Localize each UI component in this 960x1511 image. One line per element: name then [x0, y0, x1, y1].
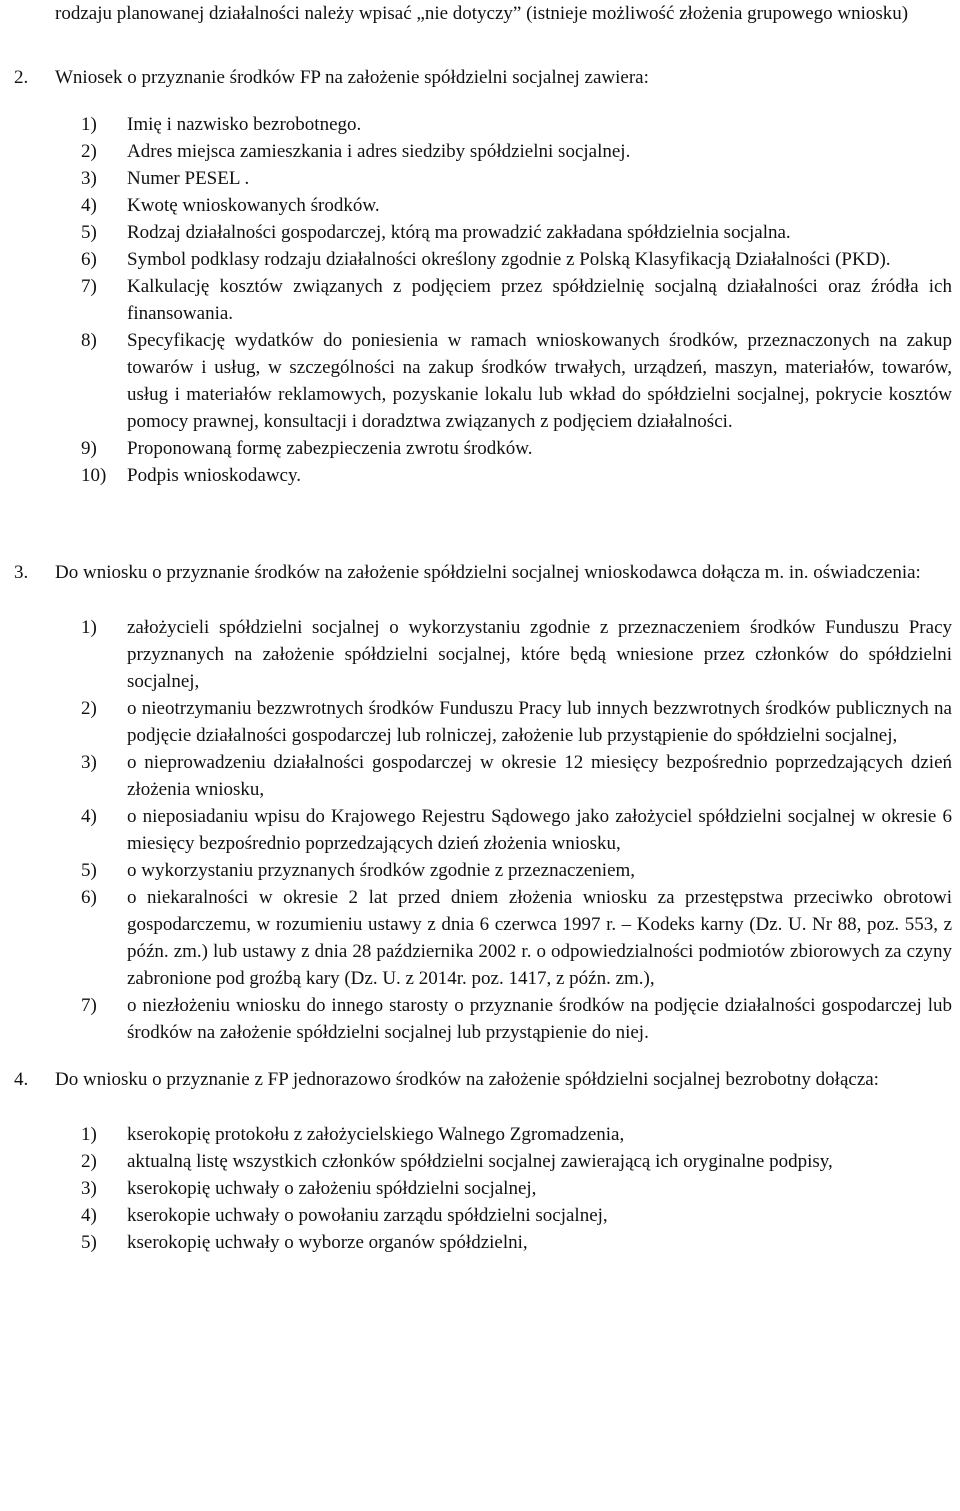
list-item: [55, 165, 952, 192]
list-item-text: o nieotrzymaniu bezzwrotnych środków Funduszu Pracy lub innych bezzwrotnych środków publicznych na podjęcie działalności gospodarczej lub rolniczej, założenie lub przystąpienie do spółdzielni socjalnej,: [127, 698, 952, 746]
list-item-number: 6): [81, 249, 97, 270]
list-item: [55, 138, 952, 165]
list-item-number: 1): [81, 114, 97, 135]
list-item-number: 5): [81, 1232, 97, 1253]
list-item-number: 4): [81, 806, 97, 827]
section-4-title: Do wniosku o przyznanie z FP jednorazowo środków na założenie spółdzielni socjalnej bezrobotny dołącza:: [55, 1069, 879, 1090]
list-item-number: 10): [81, 465, 107, 486]
list-item: [55, 803, 952, 857]
intro-paragraph: [55, 0, 952, 54]
list-item-number: 4): [81, 1205, 97, 1226]
list-item-number: 6): [81, 887, 97, 908]
list-item-number: 9): [81, 438, 97, 459]
list-item: [55, 273, 952, 327]
section-3-title: Do wniosku o przyznanie środków na założenie spółdzielni socjalnej wnioskodawca dołącza m. in. oświadczenia:: [55, 562, 921, 583]
list-item-text: o nieposiadaniu wpisu do Krajowego Rejestru Sądowego jako założyciel spółdzielni socjalnej w okresie 6 miesięcy bezpośrednio poprzedzających dzień złożenia wniosku,: [127, 806, 952, 854]
list-item: [55, 246, 952, 273]
list-item-text: Symbol podklasy rodzaju działalności określony zgodnie z Polską Klasyfikacją Działalności (PKD).: [127, 249, 891, 270]
section-2-number: 2.: [14, 67, 29, 88]
list-item-text: Podpis wnioskodawcy.: [127, 465, 301, 486]
section-4-list: [55, 1121, 952, 1256]
list-item: [55, 327, 952, 435]
list-item-text: aktualną listę wszystkich członków spółdzielni socjalnej zawierającą ich oryginalne podpisy,: [127, 1151, 833, 1172]
list-item: [55, 1202, 952, 1229]
list-item: [55, 192, 952, 219]
list-item: [55, 695, 952, 749]
list-item-text: kserokopie uchwały o powołaniu zarządu spółdzielni socjalnej,: [127, 1205, 608, 1226]
list-item-text: Adres miejsca zamieszkania i adres siedziby spółdzielni socjalnej.: [127, 141, 631, 162]
list-item-number: 7): [81, 995, 97, 1016]
list-item-text: Rodzaj działalności gospodarczej, którą ma prowadzić zakładana spółdzielnia socjalna.: [127, 222, 791, 243]
list-item: [55, 884, 952, 992]
list-item-text: o niezłożeniu wniosku do innego starosty o przyznanie środków na podjęcie działalności gospodarczej lub środków na założenie spółdzielni socjalnej lub przystąpienie do niej.: [127, 995, 952, 1043]
list-item-text: kserokopię protokołu z założycielskiego Walnego Zgromadzenia,: [127, 1124, 625, 1145]
list-item-number: 3): [81, 752, 97, 773]
list-item-text: o niekaralności w okresie 2 lat przed dniem złożenia wniosku za przestępstwa przeciwko obrotowi gospodarczemu, w rozumieniu ustawy z dnia 6 czerwca 1997 r. – Kodeks karny (Dz. U. Nr 88, poz. 553, z późn. zm.) lub ustawy z dnia 28 października 2002 r. o odpowiedzialności podmiotów zbiorowych za czyny zabronione pod groźbą kary (Dz. U. z 2014r. poz. 1417, z późn. zm.),: [127, 887, 952, 989]
list-item-text: Specyfikację wydatków do poniesienia w ramach wnioskowanych środków, przeznaczonych na zakup towarów i usług, w szczególności na zakup środków trwałych, urządzeń, maszyn, materiałów, towarów, usług i materiałów reklamowych, pozyskanie lokalu lub wkład do spółdzielni socjalnej, pokrycie kosztów pomocy prawnej, konsultacji i doradztwa związanych z podjęciem działalności.: [127, 330, 952, 432]
section-4-number: 4.: [14, 1069, 29, 1090]
section-3-number: 3.: [14, 562, 29, 583]
list-item-text: o wykorzystaniu przyznanych środków zgodnie z przeznaczeniem,: [127, 860, 636, 881]
list-item-text: Imię i nazwisko bezrobotnego.: [127, 114, 362, 135]
section-4-heading: [14, 1066, 952, 1093]
list-item-number: 1): [81, 1124, 97, 1145]
list-item: [55, 614, 952, 695]
list-item-number: 2): [81, 1151, 97, 1172]
list-item: [55, 1229, 952, 1256]
list-item-number: 3): [81, 168, 97, 189]
intro-text: rodzaju planowanej działalności należy wpisać „nie dotyczy” (istnieje możliwość złożenia grupowego wniosku): [55, 3, 909, 24]
list-item-text: kserokopię uchwały o wyborze organów spółdzielni,: [127, 1232, 528, 1253]
list-item-text: Kalkulację kosztów związanych z podjęciem przez spółdzielnię socjalną działalności oraz źródła ich finansowania.: [127, 276, 952, 324]
list-item-text: o nieprowadzeniu działalności gospodarczej w okresie 12 miesięcy bezpośrednio poprzedzających dzień złożenia wniosku,: [127, 752, 952, 800]
list-item: [55, 111, 952, 138]
list-item-number: 7): [81, 276, 97, 297]
section-2-list: [55, 111, 952, 489]
list-item-text: Kwotę wnioskowanych środków.: [127, 195, 380, 216]
list-item-number: 2): [81, 698, 97, 719]
section-2-title: Wniosek o przyznanie środków FP na założenie spółdzielni socjalnej zawiera:: [55, 67, 649, 88]
list-item: [55, 992, 952, 1046]
list-item-number: 8): [81, 330, 97, 351]
list-item-number: 1): [81, 617, 97, 638]
list-item-text: Numer PESEL .: [127, 168, 250, 189]
list-item: [55, 749, 952, 803]
list-item-number: 5): [81, 222, 97, 243]
list-item: [55, 1121, 952, 1148]
section-3-list: [55, 614, 952, 1046]
section-3-heading: [14, 559, 952, 586]
list-item-number: 5): [81, 860, 97, 881]
section-2-heading: [14, 64, 952, 91]
list-item: [55, 857, 952, 884]
list-item-number: 3): [81, 1178, 97, 1199]
list-item: [55, 1148, 952, 1175]
list-item-number: 2): [81, 141, 97, 162]
list-item: [55, 435, 952, 462]
list-item: [55, 462, 952, 489]
list-item: [55, 1175, 952, 1202]
list-item: [55, 219, 952, 246]
list-item-number: 4): [81, 195, 97, 216]
list-item-text: kserokopię uchwały o założeniu spółdzielni socjalnej,: [127, 1178, 537, 1199]
list-item-text: założycieli spółdzielni socjalnej o wykorzystaniu zgodnie z przeznaczeniem środków Funduszu Pracy przyznanych na założenie spółdzielni socjalnej, które będą wniesione przez członków do spółdzielni socjalnej,: [127, 617, 952, 692]
list-item-text: Proponowaną formę zabezpieczenia zwrotu środków.: [127, 438, 533, 459]
